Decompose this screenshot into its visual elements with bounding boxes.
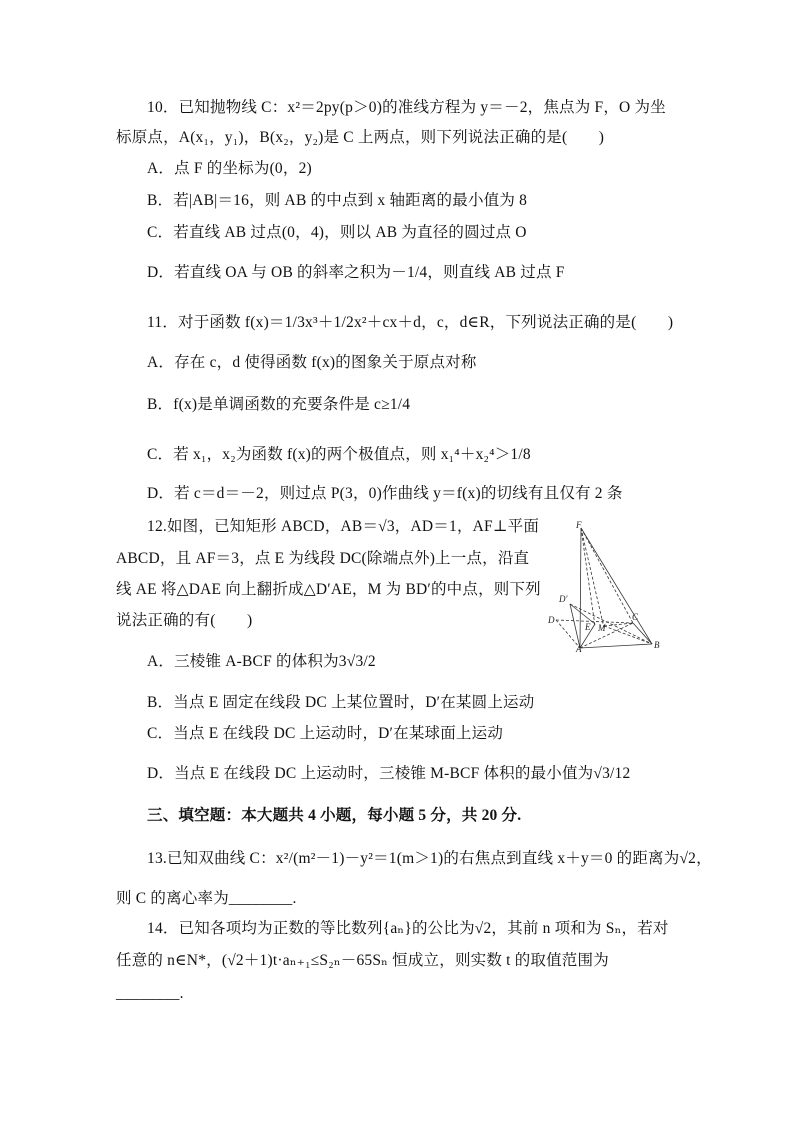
figure-label-d-prime: D′ — [559, 594, 568, 604]
q12-option-c: C．当点 E 在线段 DC 上运动时，D′在某球面上运动 — [147, 725, 504, 742]
q10-option-b: B．若|AB|＝16，则 AB 的中点到 x 轴距离的最小值为 8 — [147, 192, 528, 209]
figure-label-f: F — [576, 520, 582, 530]
q11-option-a: A．存在 c，d 使得函数 f(x)的图象关于原点对称 — [147, 354, 477, 371]
q11-option-d: D．若 c＝d＝－2，则过点 P(3，0)作曲线 y＝f(x)的切线有且仅有 2 条 — [147, 485, 623, 502]
q13-line1: 13.已知双曲线 C：x²/(m²－1)－y²＝1(m＞1)的右焦点到直线 x＋y＝0 的距离为√2， — [147, 850, 712, 867]
q10-option-c: C．若直线 AB 过点(0，4)，则以 AB 为直径的圆过点 O — [147, 224, 527, 241]
section3-heading: 三、填空题：本大题共 4 小题，每小题 5 分，共 20 分. — [147, 807, 522, 824]
q13-line2: 则 C 的离心率为________. — [116, 890, 297, 907]
q14-line3: ________. — [116, 985, 184, 1002]
figure-label-a: A — [576, 644, 582, 652]
q11-stem: 11．对于函数 f(x)＝1/3x³＋1/2x²＋cx＋d，c，d∈R，下列说法正确的是( ) — [147, 314, 674, 331]
q12-option-a: A．三棱锥 A-BCF 的体积为3√3/2 — [147, 653, 376, 670]
q14-line1: 14．已知各项均为正数的等比数列{aₙ}的公比为√2，其前 n 项和为 Sₙ，若对 — [147, 920, 669, 937]
q14-line2: 任意的 n∈N*，(√2＋1)t·aₙ₊₁≤S₂ₙ－65Sₙ 恒成立，则实数 t 的取值范围为 — [116, 952, 609, 969]
q11-option-b: B．f(x)是单调函数的充要条件是 c≥1/4 — [147, 396, 411, 413]
figure-label-d: D — [548, 615, 555, 625]
figure-label-m: M — [598, 623, 606, 633]
q12-stem-line4: 说法正确的有( ) — [116, 612, 253, 629]
q10-option-a: A．点 F 的坐标为(0，2) — [147, 160, 312, 177]
q10-stem-line2: 标原点，A(x₁，y₁)，B(x₂，y₂)是 C 上两点，则下列说法正确的是( ) — [116, 129, 605, 146]
figure-label-c: C — [632, 612, 639, 622]
q10-option-d: D．若直线 OA 与 OB 的斜率之积为－1/4，则直线 AB 过点 F — [147, 264, 565, 281]
figure-label-e: E — [585, 622, 591, 632]
q12-stem-line2: ABCD，且 AF＝3，点 E 为线段 DC(除端点外)上一点，沿直 — [116, 550, 530, 567]
q11-option-c: C．若 x₁，x₂为函数 f(x)的两个极值点，则 x₁⁴＋x₂⁴＞1/8 — [147, 446, 531, 463]
q12-option-d: D．当点 E 在线段 DC 上运动时，三棱锥 M-BCF 体积的最小值为√3/12 — [147, 765, 631, 782]
figure-label-b: B — [654, 640, 660, 650]
q10-stem-line1: 10．已知抛物线 C：x²＝2py(p＞0)的准线方程为 y＝－2，焦点为 F，O 为坐 — [147, 99, 666, 116]
q12-stem-line1: 12.如图，已知矩形 ABCD，AB＝√3，AD＝1，AF⊥平面 — [147, 518, 540, 535]
q12-stem-line3: 线 AE 将△DAE 向上翻折成△D′AE，M 为 BD′的中点，则下列 — [116, 581, 541, 598]
q12-option-b: B．当点 E 固定在线段 DC 上某位置时，D′在某圆上运动 — [147, 694, 535, 711]
pyramid-figure — [548, 520, 668, 652]
